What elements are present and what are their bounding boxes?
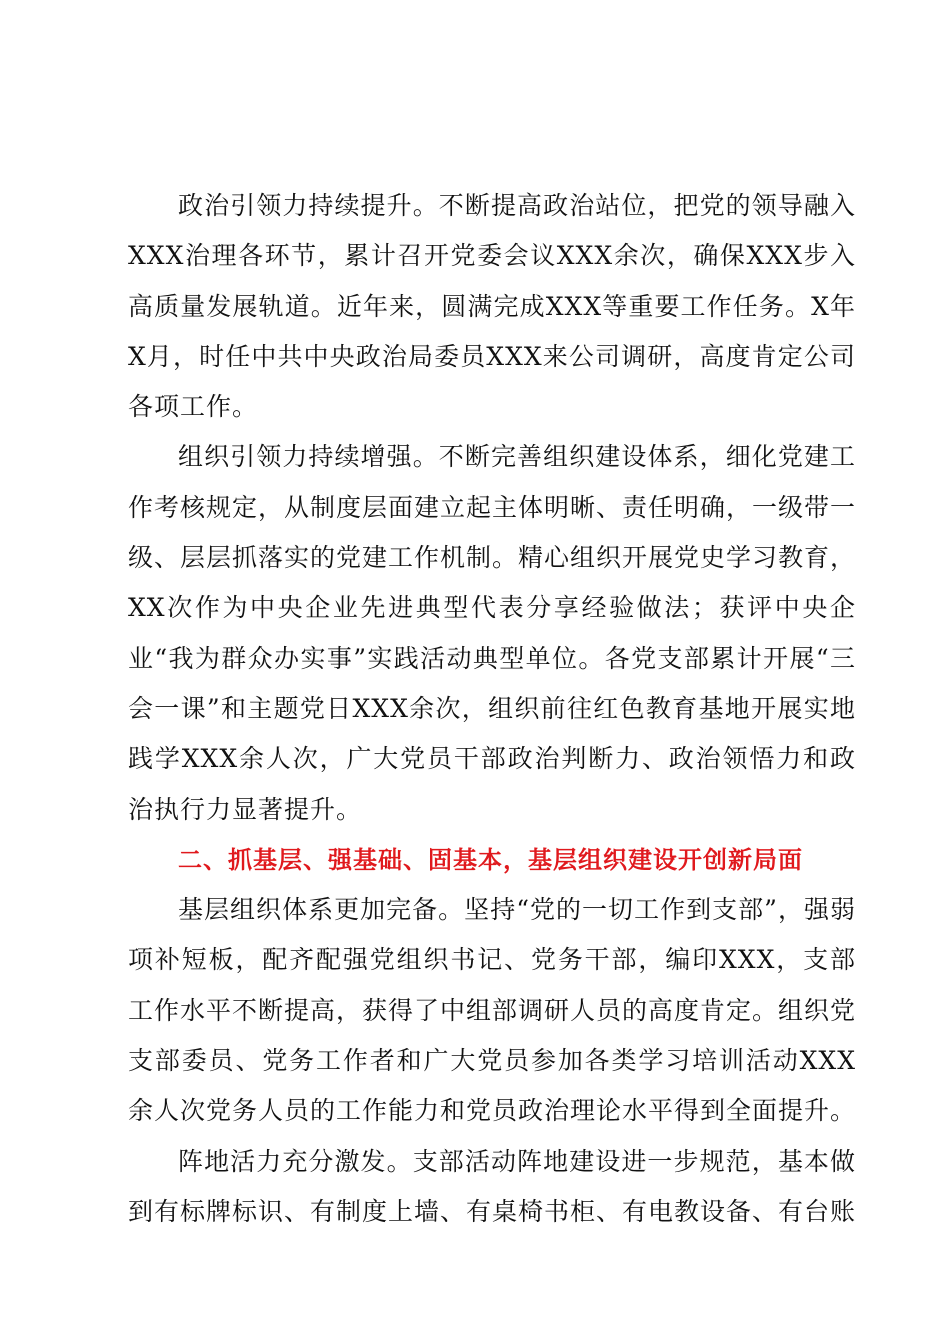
paragraph-political-leadership: 政治引领力持续提升。不断提高政治站位，把党的领导融入XXX治理各环节，累计召开党委会议XXX余次，确保XXX步入高质量发展轨道。近年来，圆满完成XXX等重要工作任务。X年X月，时任中共中央政治局委员XXX来公司调研，高度肯定公司各项工作。 — [128, 191, 856, 422]
paragraph-grassroots-system: 基层组织体系更加完备。坚持“党的一切工作到支部”，强弱项补短板，配齐配强党组织书记、党务干部，编印XXX，支部工作水平不断提高，获得了中组部调研人员的高度肯定。组织党支部委员、党务工作者和广大党员参加各类学习培训活动XXX余人次党务人员的工作能力和党员政治理论水平得到全面提升。 — [128, 895, 857, 1126]
paragraph-organizational-leadership: 组织引领力持续增强。不断完善组织建设体系，细化党建工作考核规定，从制度层面建立起主体明晰、责任明确，一级带一级、层层抓落实的党建工作机制。精心组织开展党史学习教育，XX次作为中央企业先进典型代表分享经验做法；获评中央企业“我为群众办实事”实践活动典型单位。各党支部累计开展“三会一课”和主题党日XXX余次，组织前往红色教育基地开展实地践学XXX余人次，广大党员干部政治判断力、政治领悟力和政治执行力显著提升。 — [128, 442, 857, 824]
paragraph-position-vitality: 阵地活力充分激发。支部活动阵地建设进一步规范，基本做到有标牌标识、有制度上墙、有桌椅书柜、有电教设备、有台账 — [128, 1146, 857, 1226]
document-body — [128, 181, 856, 1237]
section-heading: 二、抓基层、强基础、固基本，基层组织建设开创新局面 — [178, 845, 803, 874]
